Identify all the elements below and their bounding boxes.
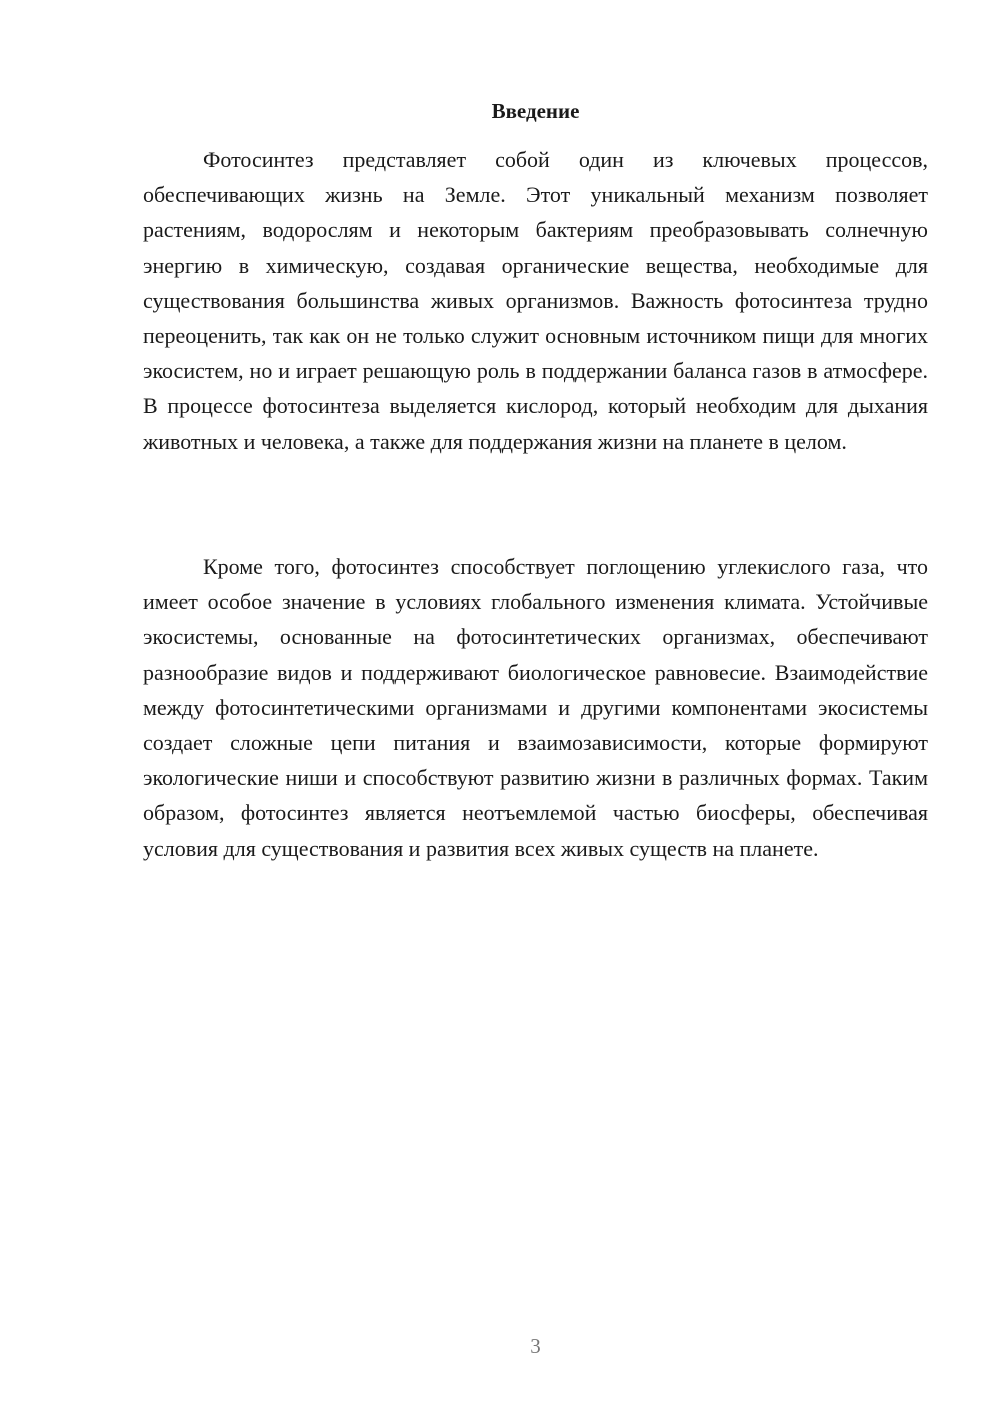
section-heading: Введение	[491, 99, 580, 123]
page-number: 3	[530, 1334, 541, 1358]
paragraph-2: Кроме того, фотосинтез способствует поглощению углекислого газа, что имеет особое значение в условиях глобального изменения климата. Устойчивые экосистемы, основанные на фотосинтетических организмах, обеспечивают разнообразие видов и поддерживают биологическое равновесие. Взаимодействие между фотосинтетическими организмами и другими компонентами экосистемы создает сложные цепи питания и взаимозависимости, которые формируют экологические ниши и способствуют развитию жизни в различных формах. Таким образом, фотосинтез является неотъемлемой частью биосферы, обеспечивая условия для существования и развития всех живых существ на планете.	[143, 554, 928, 861]
paragraph-1: Фотосинтез представляет собой один из ключевых процессов, обеспечивающих жизнь на Земле. Этот уникальный механизм позволяет растениям, водорослям и некоторым бактериям преобразовывать солнечную энергию в химическую, создавая органические вещества, необходимые для существования большинства живых организмов. Важность фотосинтеза трудно переоценить, так как он не только служит основным источником пищи для многих экосистем, но и играет решающую роль в поддержании баланса газов в атмосфере. В процессе фотосинтеза выделяется кислород, который необходим для дыхания животных и человека, а также для поддержания жизни на планете в целом.	[143, 147, 928, 454]
